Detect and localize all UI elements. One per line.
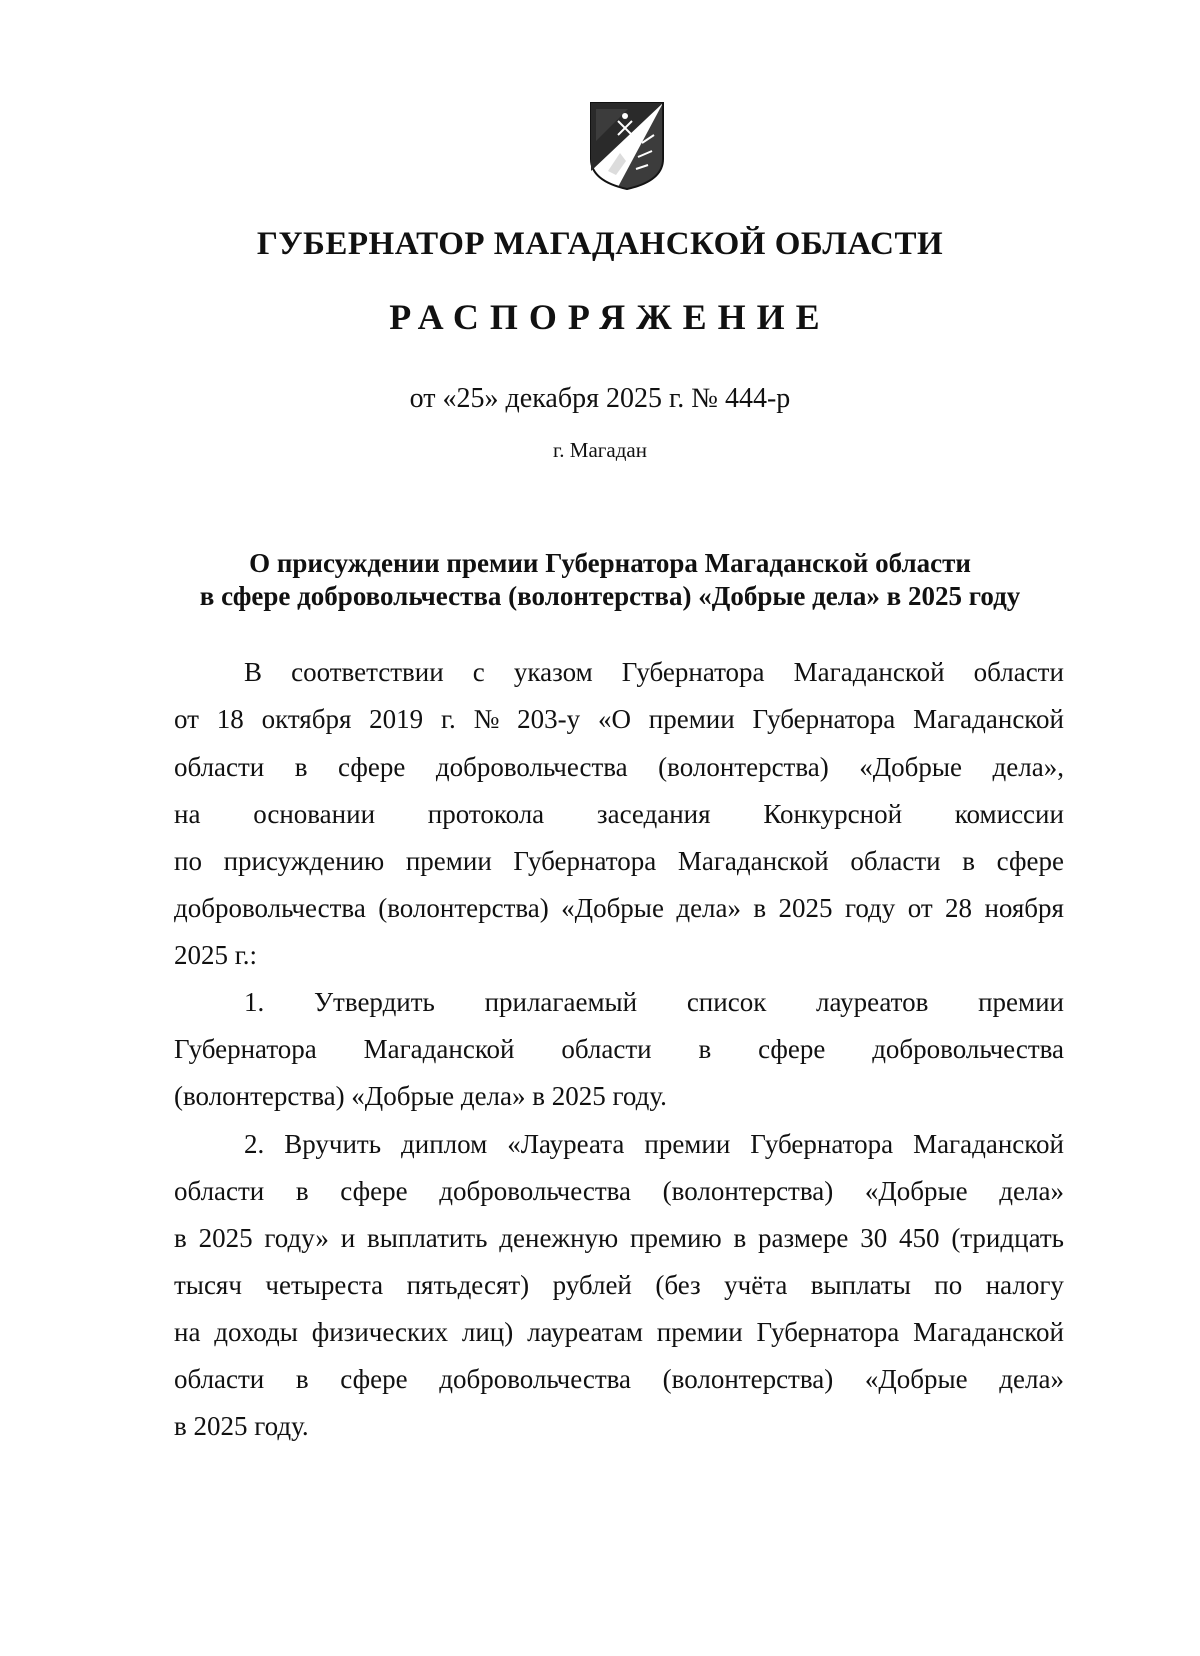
body-word: рублей: [552, 1270, 632, 1300]
body-word: (волонтерства): [662, 1364, 834, 1394]
body-word: на: [174, 799, 201, 829]
body-word: в: [733, 1223, 747, 1253]
body-word: Вручить: [284, 1129, 382, 1159]
body-word: добровольчества: [872, 1034, 1064, 1064]
body-word: размере: [758, 1223, 849, 1253]
body-word: «Добрые: [864, 1176, 968, 1206]
body-word: (без: [655, 1270, 701, 1300]
body-line: [174, 1032, 1064, 1066]
body-word: (волонтерства): [378, 893, 549, 923]
body-word: список: [686, 987, 767, 1017]
body-word: 2025: [198, 1223, 253, 1253]
body-word: (волонтерства): [662, 1176, 834, 1206]
body-word: году: [844, 893, 896, 923]
body-word: «О: [597, 704, 631, 734]
body-line: [174, 1221, 1064, 1255]
body-word: 450: [899, 1223, 940, 1253]
body-word: в: [174, 1223, 187, 1253]
body-word: соответствии: [291, 657, 444, 687]
body-word: премии: [978, 987, 1064, 1017]
body-word: «Добрые: [859, 752, 963, 782]
body-word: добровольчества: [439, 1176, 632, 1206]
body-line: (волонтерства) «Добрые дела» в 2025 году.: [174, 1081, 667, 1111]
body-word: сфере: [338, 752, 406, 782]
body-word: области: [174, 1364, 265, 1394]
body-word: Утвердить: [313, 987, 435, 1017]
body-word: сфере: [340, 1364, 408, 1394]
document-date-number: от «25» декабря 2025 г. № 444-р: [409, 383, 791, 414]
body-word: Губернатора: [513, 846, 657, 876]
body-word: Магаданской: [913, 704, 1064, 734]
body-word: в: [962, 846, 976, 876]
body-word: области: [174, 752, 265, 782]
body-word: Губернатора: [756, 1317, 900, 1347]
body-word: Губернатора: [750, 1129, 894, 1159]
body-word: области: [850, 846, 941, 876]
body-word: «Добрые: [561, 893, 664, 923]
body-line: [174, 1362, 1064, 1396]
authority-title: ГУБЕРНАТОР МАГАДАНСКОЙ ОБЛАСТИ: [256, 226, 944, 262]
body-word: Губернатора: [621, 657, 765, 687]
body-word: премию: [630, 1223, 722, 1253]
body-word: присуждению: [223, 846, 385, 876]
body-line: [244, 655, 1064, 689]
body-word: от: [174, 704, 199, 734]
body-word: Губернатора: [174, 1034, 317, 1064]
body-word: сфере: [340, 1176, 408, 1206]
body-word: и: [340, 1223, 356, 1253]
body-line: [174, 844, 1064, 878]
body-word: 18: [216, 704, 244, 734]
body-word: в: [295, 1364, 309, 1394]
body-line: [174, 1174, 1064, 1208]
body-word: налогу: [985, 1270, 1064, 1300]
body-word: 1.: [244, 987, 265, 1017]
document-type-title: РАСПОРЯЖЕНИЕ: [389, 297, 831, 337]
body-line: [244, 1127, 1064, 1161]
body-word: 2019: [369, 704, 424, 734]
body-word: от: [907, 893, 933, 923]
body-word: области: [174, 1176, 265, 1206]
body-word: тысяч: [174, 1270, 242, 1300]
body-word: области: [561, 1034, 652, 1064]
body-word: лауреатов: [816, 987, 929, 1017]
body-word: области: [973, 657, 1064, 687]
body-word: октября: [261, 704, 352, 734]
subject-line-2: в сфере добровольчества (волонтерства) «Добрые дела» в 2025 году: [199, 581, 1021, 611]
body-word: лауреатам: [527, 1317, 643, 1347]
body-word: диплом: [401, 1129, 488, 1159]
body-word: 28: [945, 893, 973, 923]
body-word: по: [934, 1270, 963, 1300]
body-word: денежную: [499, 1223, 619, 1253]
subject-line-1: О присуждении премии Губернатора Магаданской области: [249, 548, 971, 578]
body-word: добровольчества: [435, 752, 628, 782]
body-word: в: [698, 1034, 712, 1064]
body-line: [174, 891, 1064, 925]
body-word: №: [473, 704, 500, 734]
body-word: добровольчества: [174, 893, 366, 923]
coat-of-arms-icon: [588, 101, 666, 191]
body-word: выплатить: [367, 1223, 488, 1253]
body-word: указом: [513, 657, 593, 687]
body-word: г.: [440, 704, 456, 734]
body-word: дела»: [676, 893, 742, 923]
body-word: Магаданской: [913, 1129, 1064, 1159]
body-word: дела»: [999, 1176, 1064, 1206]
body-word: «Лауреата: [507, 1129, 625, 1159]
body-word: Магаданской: [793, 657, 945, 687]
body-line: 2025 г.:: [174, 940, 258, 970]
body-word: году»: [264, 1223, 329, 1253]
body-word: в: [753, 893, 767, 923]
body-line: [174, 702, 1064, 736]
body-word: Конкурсной: [763, 799, 903, 829]
body-word: дела»,: [992, 752, 1064, 782]
body-word: в: [295, 1176, 309, 1206]
body-line: [174, 797, 1064, 831]
body-word: основании: [253, 799, 376, 829]
body-line: [244, 985, 1064, 1019]
body-line: [174, 750, 1064, 784]
body-word: заседания: [596, 799, 711, 829]
body-word: Губернатора: [752, 704, 896, 734]
body-word: 203-у: [517, 704, 581, 734]
body-word: учёта: [724, 1270, 788, 1300]
body-word: премии: [644, 1129, 731, 1159]
body-word: В: [244, 657, 263, 687]
document-city: г. Магадан: [553, 438, 647, 462]
body-word: (тридцать: [951, 1223, 1064, 1253]
body-word: (волонтерства): [658, 752, 829, 782]
body-line: [174, 1315, 1064, 1349]
body-line: в 2025 году.: [174, 1411, 309, 1441]
body-word: 2025: [778, 893, 833, 923]
body-word: добровольчества: [439, 1364, 632, 1394]
body-word: пятьдесят): [406, 1270, 530, 1300]
body-word: четыреста: [265, 1270, 384, 1300]
body-word: выплаты: [810, 1270, 911, 1300]
body-word: с: [472, 657, 485, 687]
body-line: [174, 1268, 1064, 1302]
body-word: лиц): [461, 1317, 514, 1347]
body-word: Магаданской: [363, 1034, 515, 1064]
body-word: дела»: [999, 1364, 1064, 1394]
body-word: по: [174, 846, 202, 876]
body-word: премии: [405, 846, 492, 876]
body-word: премии: [656, 1317, 743, 1347]
body-word: «Добрые: [864, 1364, 968, 1394]
body-word: ноября: [984, 893, 1064, 923]
body-word: 2.: [244, 1129, 265, 1159]
body-word: 30: [860, 1223, 888, 1253]
body-word: в: [294, 752, 308, 782]
body-word: комиссии: [954, 799, 1064, 829]
body-word: доходы: [214, 1317, 298, 1347]
body-word: Магаданской: [677, 846, 829, 876]
body-word: прилагаемый: [484, 987, 638, 1017]
body-word: Магаданской: [913, 1317, 1064, 1347]
body-word: физических: [311, 1317, 449, 1347]
body-word: сфере: [758, 1034, 826, 1064]
body-word: сфере: [996, 846, 1064, 876]
body-word: на: [174, 1317, 201, 1347]
body-word: премии: [648, 704, 735, 734]
body-word: протокола: [427, 799, 545, 829]
